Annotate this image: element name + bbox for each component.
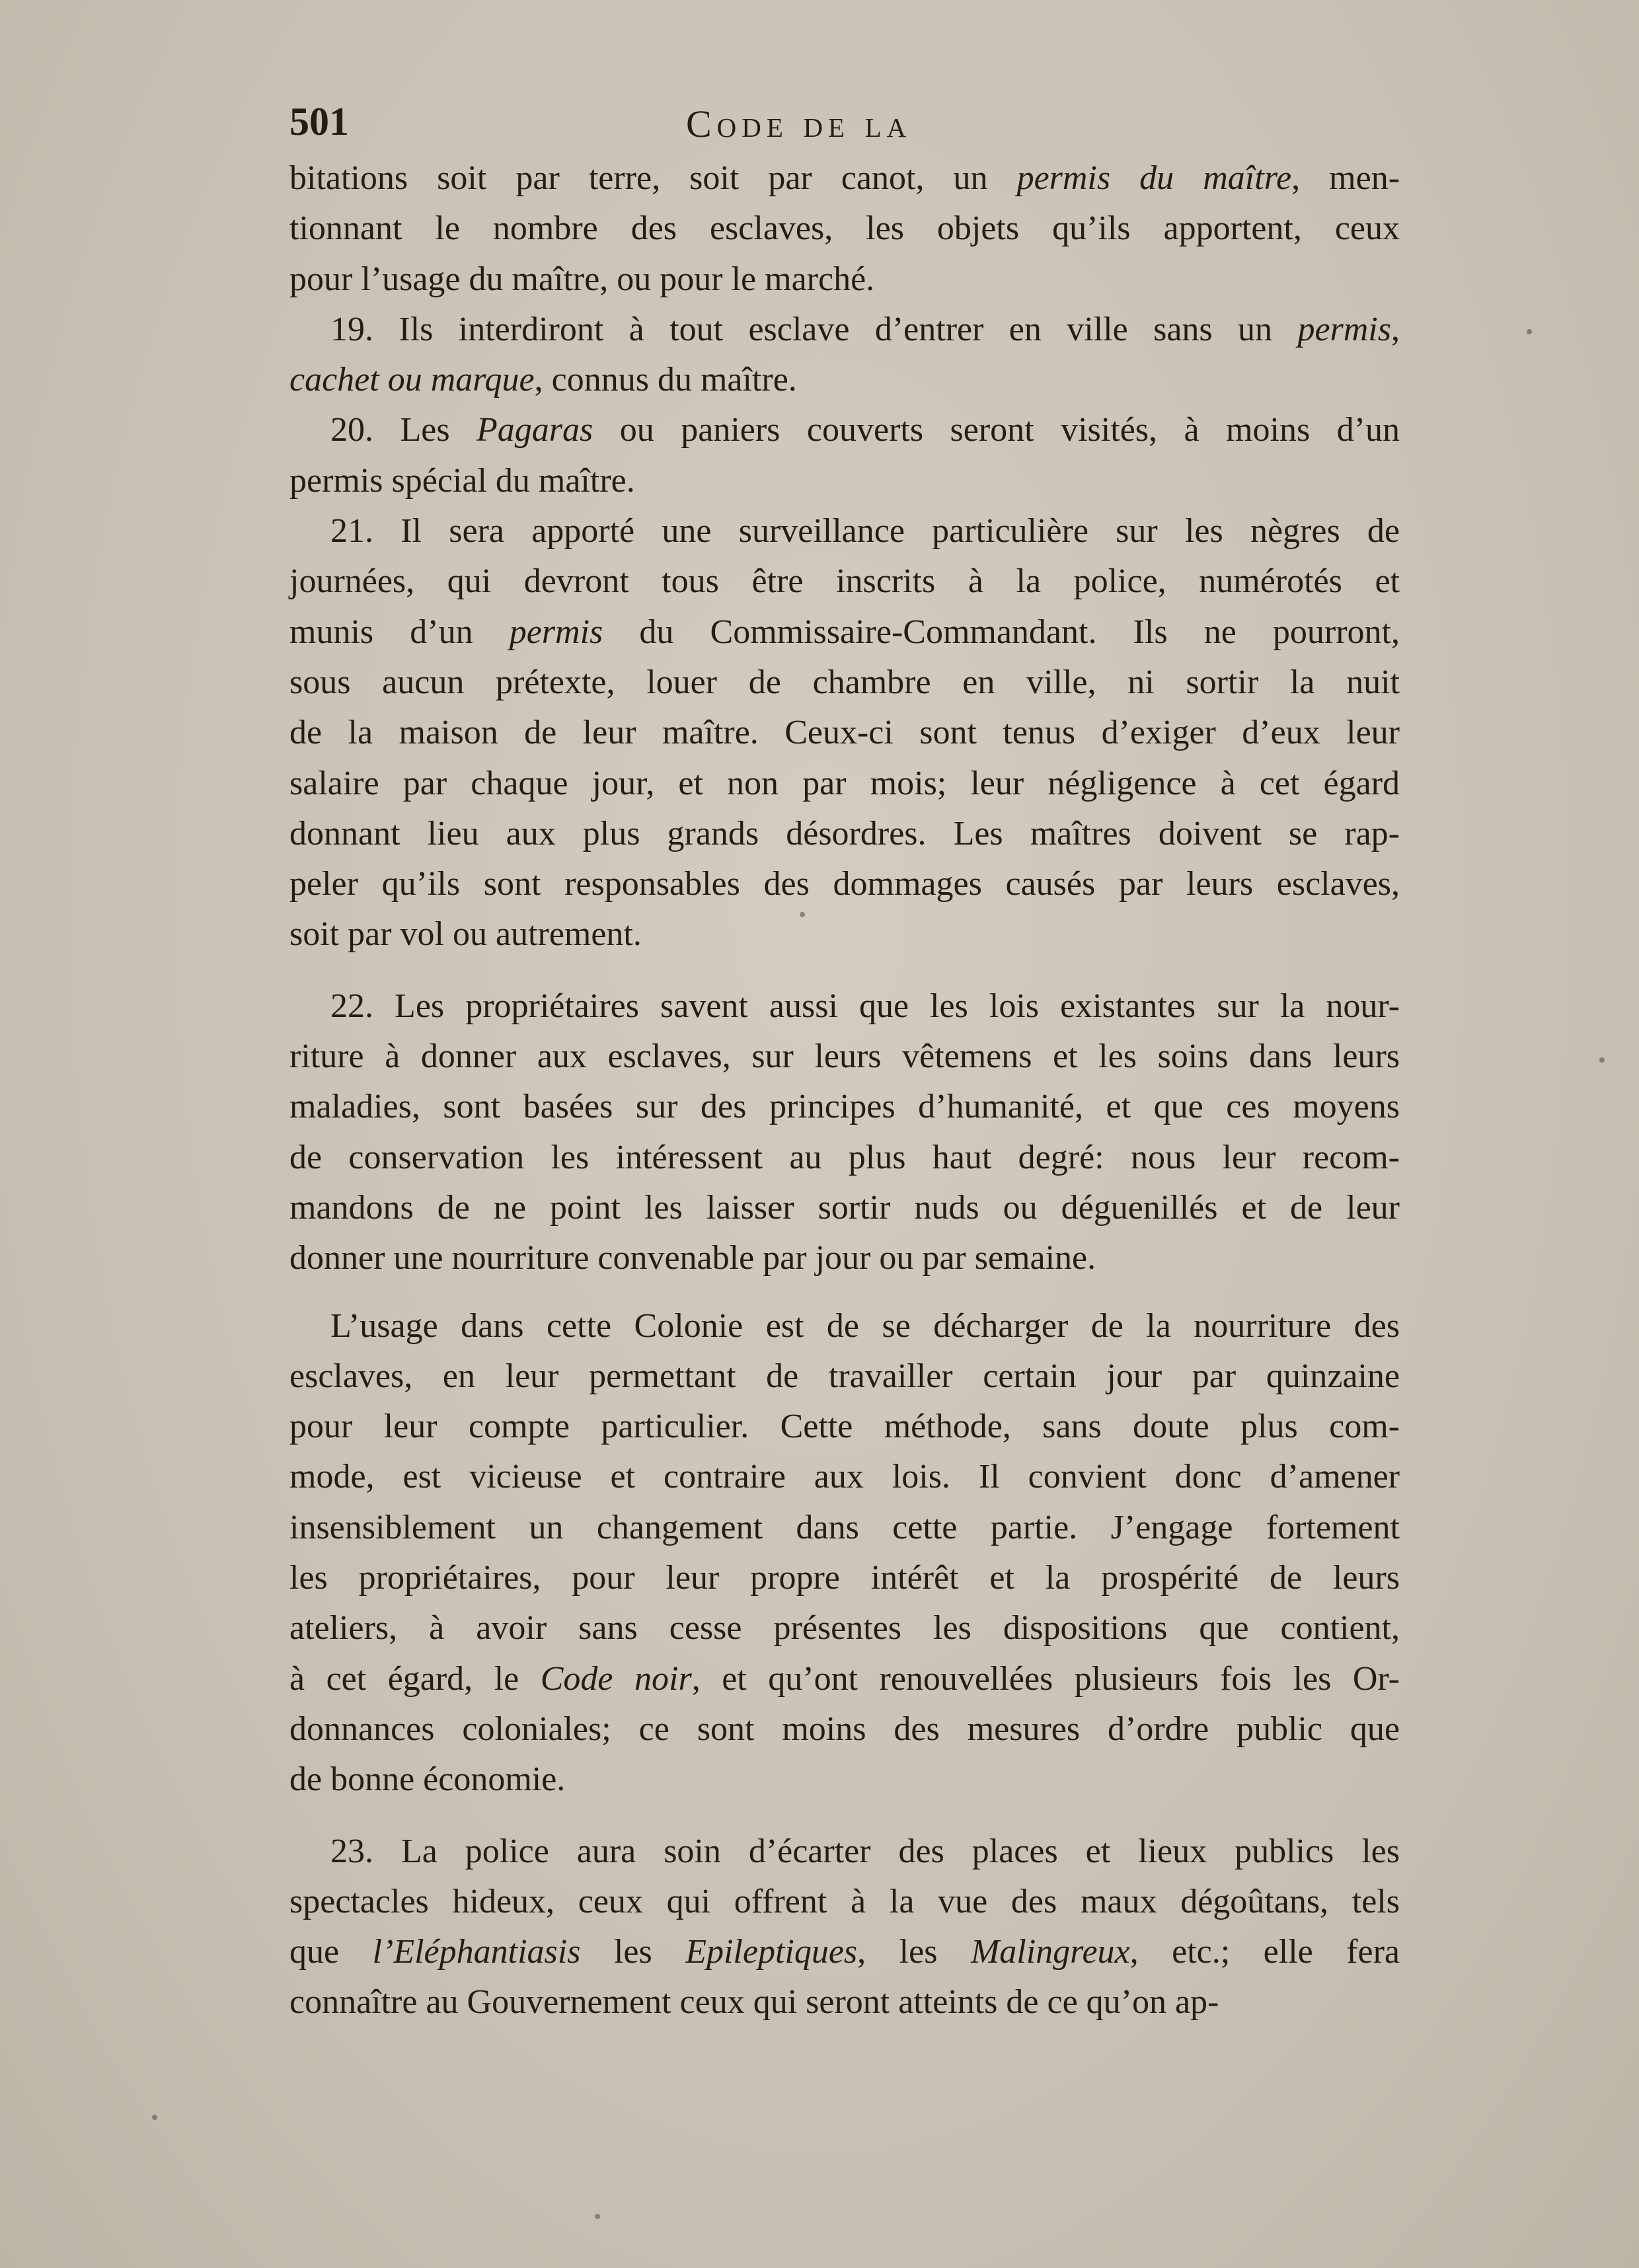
text-line	[289, 254, 1400, 305]
paragraph-p21	[289, 506, 1400, 960]
page-header	[289, 99, 1413, 152]
text-segment: cachet ou marque	[289, 361, 535, 399]
paragraph-gap	[289, 1284, 1400, 1301]
text-line	[289, 909, 1400, 960]
paragraph-p19	[289, 305, 1400, 406]
text-segment: 22. Les propriétaires savent aussi que les lois existantes sur la nour-	[330, 987, 1400, 1025]
paragraph-gap	[289, 960, 1400, 981]
text-line	[289, 405, 1400, 455]
text-line	[289, 305, 1400, 355]
text-segment: L’usage dans cette Colonie est de se décharger de la nourriture des	[330, 1306, 1400, 1345]
text-segment: connaître au Gouvernement ceux qui seront atteints de ce qu’on ap-	[289, 1983, 1219, 2022]
text-segment: ou paniers couverts seront visités, à moins d’un	[593, 411, 1400, 449]
text-segment: les propriétaires, pour leur propre intérêt et la prospérité de leurs	[289, 1559, 1400, 1597]
text-segment: Code noir	[540, 1659, 692, 1698]
paper-speck	[595, 2214, 600, 2219]
text-segment: ateliers, à avoir sans cesse présentes les dispositions que contient,	[289, 1609, 1400, 1647]
paragraph-gap	[289, 1805, 1400, 1827]
text-line	[289, 1503, 1400, 1553]
text-segment: que	[289, 1933, 373, 1971]
text-segment: , connus du maître.	[534, 361, 797, 399]
paragraph-p20	[289, 405, 1400, 506]
text-line	[289, 1402, 1400, 1452]
text-line	[289, 1977, 1400, 2027]
text-segment: insensiblement un changement dans cette partie. J’engage fortement	[289, 1508, 1400, 1546]
text-segment: 20. Les	[330, 411, 477, 449]
text-segment: mandons de ne point les laisser sortir nuds ou déguenillés et de leur	[289, 1188, 1400, 1227]
text-segment: 19. Ils interdiront à tout esclave d’entrer en ville sans un	[330, 310, 1298, 348]
text-segment: munis d’un	[289, 613, 510, 651]
text-segment: tionnant le nombre des esclaves, les objets qu’ils apportent, ceux	[289, 209, 1400, 248]
text-segment: pour leur compte particulier. Cette méthode, sans doute plus com-	[289, 1408, 1400, 1446]
text-segment: pour l’usage du maître, ou pour le marché.	[289, 260, 875, 298]
text-segment: bitations soit par terre, soit par canot, un	[289, 159, 1017, 197]
text-line	[289, 1654, 1400, 1704]
text-line	[289, 658, 1400, 708]
text-segment: donner une nourriture convenable par jour ou par semaine.	[289, 1239, 1096, 1277]
text-line	[289, 607, 1400, 658]
paper-speck	[1527, 329, 1532, 334]
text-segment: Malingreux	[970, 1933, 1130, 1971]
text-line	[289, 1603, 1400, 1653]
text-segment: soit par vol ou autrement.	[289, 915, 642, 954]
text-segment: de bonne économie.	[289, 1760, 566, 1799]
paper-speck	[800, 912, 805, 917]
text-line	[289, 506, 1400, 556]
text-segment: 23. La police aura soin d’écarter des places et lieux publics les	[330, 1832, 1400, 1870]
paragraph-p18_cont	[289, 153, 1400, 305]
text-segment: les	[580, 1933, 686, 1971]
text-segment: Epileptiques	[685, 1933, 858, 1971]
text-line	[289, 859, 1400, 909]
text-segment: Pagaras	[476, 411, 593, 449]
paper-speck	[1599, 1057, 1605, 1063]
running-title: Code de la	[686, 102, 912, 145]
text-segment: de conservation les intéressent au plus haut degré: nous leur recom-	[289, 1138, 1400, 1176]
text-segment: l’Eléphantiasis	[372, 1933, 581, 1971]
text-line	[289, 708, 1400, 758]
text-line	[289, 1877, 1400, 1927]
text-line	[289, 981, 1400, 1032]
text-line	[289, 1755, 1400, 1805]
text-segment: du Commissaire-Commandant. Ils ne pourront,	[603, 613, 1400, 651]
text-line	[289, 759, 1400, 809]
text-segment: sous aucun prétexte, louer de chambre en ville, ni sortir la nuit	[289, 663, 1400, 701]
paper-speck	[152, 2115, 157, 2120]
text-segment: permis	[1297, 310, 1391, 348]
text-line	[289, 1351, 1400, 1402]
text-line	[289, 1553, 1400, 1603]
text-segment: riture à donner aux esclaves, sur leurs vêtemens et les soins dans leurs	[289, 1038, 1400, 1076]
text-segment: , men-	[1291, 159, 1400, 197]
text-segment: à cet égard, le	[289, 1659, 541, 1698]
text-segment: permis du maître	[1016, 159, 1292, 197]
text-line	[289, 1233, 1400, 1283]
text-line	[289, 556, 1400, 607]
body-text	[289, 153, 1400, 2028]
text-segment: maladies, sont basées sur des principes d’humanité, et que ces moyens	[289, 1088, 1400, 1126]
text-line	[289, 1082, 1400, 1132]
text-segment: spectacles hideux, ceux qui offrent à la vue des maux dégoûtans, tels	[289, 1882, 1400, 1920]
text-segment: donnances coloniales; ce sont moins des mesures d’ordre public que	[289, 1710, 1400, 1748]
text-line	[289, 204, 1400, 254]
text-line	[289, 1452, 1400, 1502]
text-segment: , etc.; elle fera	[1129, 1933, 1400, 1971]
text-line	[289, 153, 1400, 204]
text-segment: esclaves, en leur permettant de travailler certain jour par quinzaine	[289, 1357, 1400, 1395]
paragraph-p22	[289, 981, 1400, 1284]
text-segment: ,	[1391, 310, 1400, 348]
text-segment: salaire par chaque jour, et non par mois; leur négligence à cet égard	[289, 764, 1400, 802]
text-line	[289, 809, 1400, 859]
paragraph-p22b	[289, 1301, 1400, 1805]
text-line	[289, 1927, 1400, 1977]
page-number: 501	[289, 100, 349, 143]
text-line	[289, 1827, 1400, 1877]
text-segment: 21. Il sera apporté une surveillance particulière sur les nègres de	[330, 512, 1400, 550]
text-segment: permis	[509, 613, 603, 651]
text-line	[289, 1301, 1400, 1351]
text-line	[289, 355, 1400, 405]
text-line	[289, 456, 1400, 506]
text-segment: , et qu’ont renouvellées plusieurs fois les Or-	[691, 1659, 1400, 1698]
text-line	[289, 1183, 1400, 1233]
text-segment: permis spécial du maître.	[289, 461, 635, 500]
text-line	[289, 1704, 1400, 1755]
text-line	[289, 1032, 1400, 1082]
text-segment: donnant lieu aux plus grands désordres. Les maîtres doivent se rap-	[289, 814, 1400, 852]
text-segment: de la maison de leur maître. Ceux-ci sont tenus d’exiger d’eux leur	[289, 714, 1400, 752]
text-segment: journées, qui devront tous être inscrits à la police, numérotés et	[289, 562, 1400, 601]
text-segment: , les	[857, 1933, 971, 1971]
text-segment: mode, est vicieuse et contraire aux lois. Il convient donc d’amener	[289, 1458, 1400, 1496]
paragraph-p23	[289, 1827, 1400, 2028]
text-line	[289, 1133, 1400, 1183]
text-segment: peler qu’ils sont responsables des dommages causés par leurs esclaves,	[289, 865, 1400, 903]
